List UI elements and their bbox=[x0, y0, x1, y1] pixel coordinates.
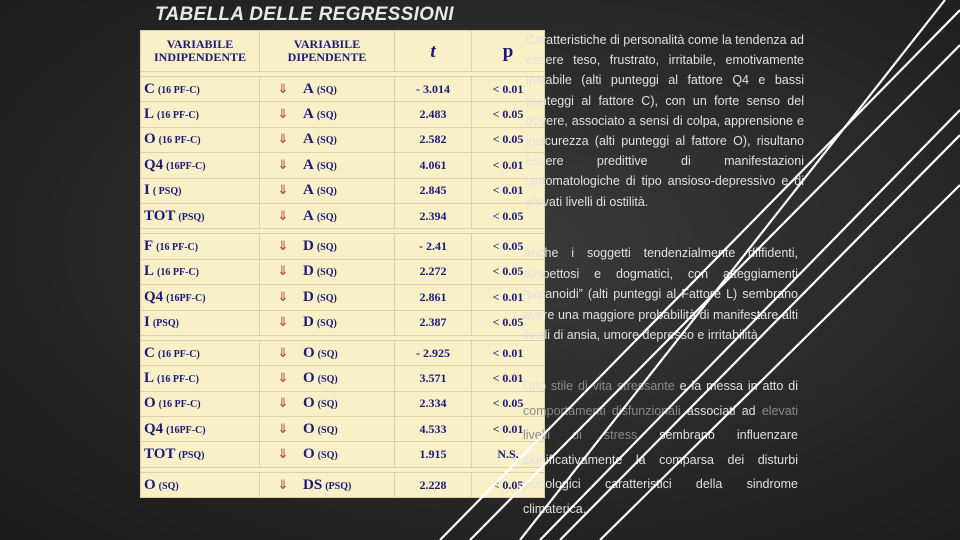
independent-variable-cell bbox=[141, 472, 260, 497]
table-row bbox=[141, 102, 545, 127]
t-value: - 2.41 bbox=[395, 234, 472, 259]
header-independent-variable: VARIABILE INDIPENDENTE bbox=[141, 31, 260, 72]
independent-variable-source: (16PF-C) bbox=[166, 292, 206, 304]
table-row bbox=[141, 127, 545, 152]
t-value: - 2.925 bbox=[395, 340, 472, 365]
arrow-down-icon: ⇓ bbox=[277, 420, 289, 436]
t-value: 4.061 bbox=[395, 153, 472, 178]
independent-variable: L bbox=[144, 263, 155, 280]
p-value: < 0.05 bbox=[472, 102, 545, 127]
independent-variable: O bbox=[144, 395, 156, 412]
highlighted-phrase: comportamenti disfunzionali bbox=[523, 403, 681, 418]
arrow-dependent-cell bbox=[260, 285, 395, 310]
independent-variable: O bbox=[144, 131, 156, 148]
text-segment: sembrano influenzare significativamente la comparsa dei disturbi psicologici caratteristici della sindrome climaterica. bbox=[523, 428, 798, 516]
table-row bbox=[141, 442, 545, 467]
independent-variable-cell bbox=[141, 77, 260, 102]
dependent-variable-source: (SQ) bbox=[316, 318, 337, 330]
dependent-variable: A bbox=[303, 182, 314, 199]
table-row bbox=[141, 285, 545, 310]
arrow-dependent-cell bbox=[260, 417, 395, 442]
arrow-dependent-cell bbox=[260, 340, 395, 365]
p-value: < 0.05 bbox=[472, 127, 545, 152]
table-row bbox=[141, 153, 545, 178]
independent-variable-source: (16 PF-C) bbox=[157, 84, 200, 96]
arrow-dependent-cell bbox=[260, 77, 395, 102]
independent-variable: Q4 bbox=[144, 288, 164, 305]
table-row bbox=[141, 178, 545, 203]
dependent-variable-source: (SQ) bbox=[316, 110, 337, 122]
dependent-variable: A bbox=[303, 80, 314, 97]
highlighted-phrase: elevati livelli di stress bbox=[523, 403, 798, 442]
independent-variable: TOT bbox=[144, 446, 176, 463]
dependent-variable: D bbox=[303, 238, 314, 255]
dependent-variable: A bbox=[303, 131, 314, 148]
independent-variable-cell bbox=[141, 442, 260, 467]
independent-variable-source: (PSQ) bbox=[178, 450, 205, 462]
p-value: < 0.05 bbox=[472, 391, 545, 416]
p-value: < 0.05 bbox=[472, 259, 545, 284]
arrow-down-icon: ⇓ bbox=[277, 446, 289, 462]
t-value: 2.228 bbox=[395, 472, 472, 497]
independent-variable: C bbox=[144, 344, 155, 361]
t-value: 2.861 bbox=[395, 285, 472, 310]
arrow-down-icon: ⇓ bbox=[277, 314, 289, 330]
independent-variable-cell bbox=[141, 259, 260, 284]
independent-variable-cell bbox=[141, 153, 260, 178]
arrow-dependent-cell bbox=[260, 127, 395, 152]
dependent-variable-source: (SQ) bbox=[316, 242, 337, 254]
independent-variable-source: (PSQ) bbox=[178, 211, 205, 223]
arrow-down-icon: ⇓ bbox=[277, 263, 289, 279]
p-value: < 0.05 bbox=[472, 234, 545, 259]
dependent-variable-source: (SQ) bbox=[317, 450, 338, 462]
arrow-down-icon: ⇓ bbox=[277, 106, 289, 122]
header-dependent-variable: VARIABILE DIPENDENTE bbox=[260, 31, 395, 72]
table-header-row bbox=[141, 31, 545, 72]
dependent-variable-source: (SQ) bbox=[316, 292, 337, 304]
arrow-dependent-cell bbox=[260, 310, 395, 335]
t-value: 2.387 bbox=[395, 310, 472, 335]
arrow-down-icon: ⇓ bbox=[277, 395, 289, 411]
t-value: 2.334 bbox=[395, 391, 472, 416]
header-t: t bbox=[395, 31, 472, 72]
arrow-down-icon: ⇓ bbox=[277, 288, 289, 304]
arrow-down-icon: ⇓ bbox=[277, 369, 289, 385]
p-value: < 0.01 bbox=[472, 366, 545, 391]
t-value: 2.845 bbox=[395, 178, 472, 203]
independent-variable: L bbox=[144, 369, 155, 386]
p-value: < 0.01 bbox=[472, 285, 545, 310]
independent-variable: I bbox=[144, 182, 150, 199]
text-segment: e la messa in atto di bbox=[674, 379, 798, 393]
dependent-variable-source: (SQ) bbox=[317, 373, 338, 385]
independent-variable: TOT bbox=[144, 207, 176, 224]
dependent-variable-source: (SQ) bbox=[317, 348, 338, 360]
text-segment: associati ad bbox=[680, 403, 762, 418]
independent-variable-cell bbox=[141, 234, 260, 259]
dependent-variable: O bbox=[303, 446, 315, 463]
table-row bbox=[141, 366, 545, 391]
table-row bbox=[141, 472, 545, 497]
independent-variable: Q4 bbox=[144, 420, 164, 437]
paragraph-paranoid: Anche i soggetti tendenzialmente diffidenti, sospettosi e dogmatici, con atteggiamenti “paranoidi” (alti punteggi al Fattore L) sembrano avere una maggiore probabilità di manifestare alti livelli di ansia, umore depresso e irritabilità. bbox=[523, 246, 798, 342]
independent-variable: L bbox=[144, 106, 155, 123]
arrow-dependent-cell bbox=[260, 153, 395, 178]
dependent-variable: DS bbox=[303, 476, 323, 493]
t-value: 2.272 bbox=[395, 259, 472, 284]
table-row bbox=[141, 203, 545, 228]
arrow-down-icon: ⇓ bbox=[277, 476, 289, 492]
p-value: < 0.05 bbox=[472, 472, 545, 497]
independent-variable-cell bbox=[141, 391, 260, 416]
independent-variable-source: ( PSQ) bbox=[152, 186, 182, 198]
table-row bbox=[141, 310, 545, 335]
independent-variable-source: (16PF-C) bbox=[166, 160, 206, 172]
independent-variable-cell bbox=[141, 366, 260, 391]
p-value: < 0.01 bbox=[472, 77, 545, 102]
arrow-down-icon: ⇓ bbox=[277, 344, 289, 360]
independent-variable-source: (16PF-C) bbox=[166, 424, 206, 436]
independent-variable: Q4 bbox=[144, 156, 164, 173]
p-value: N.S. bbox=[472, 442, 545, 467]
dependent-variable: A bbox=[303, 106, 314, 123]
independent-variable-source: (16 PF-C) bbox=[158, 399, 201, 411]
p-value: < 0.01 bbox=[472, 417, 545, 442]
p-value: < 0.01 bbox=[472, 153, 545, 178]
table-row bbox=[141, 340, 545, 365]
dependent-variable-source: (SQ) bbox=[316, 186, 337, 198]
independent-variable-cell bbox=[141, 127, 260, 152]
dependent-variable: D bbox=[303, 263, 314, 280]
table-body bbox=[141, 72, 545, 498]
arrow-dependent-cell bbox=[260, 472, 395, 497]
independent-variable-cell bbox=[141, 417, 260, 442]
independent-variable: O bbox=[144, 476, 156, 493]
t-value: 1.915 bbox=[395, 442, 472, 467]
dependent-variable: O bbox=[303, 395, 315, 412]
independent-variable-source: (16 PF-C) bbox=[156, 242, 199, 254]
independent-variable-source: (PSQ) bbox=[152, 318, 179, 330]
independent-variable-source: (SQ) bbox=[158, 480, 179, 492]
independent-variable-cell bbox=[141, 178, 260, 203]
text-segment: Uno bbox=[523, 379, 551, 393]
dependent-variable: A bbox=[303, 156, 314, 173]
arrow-down-icon: ⇓ bbox=[277, 238, 289, 254]
p-value: < 0.05 bbox=[472, 203, 545, 228]
arrow-dependent-cell bbox=[260, 366, 395, 391]
page-title: TABELLA DELLE REGRESSIONI bbox=[155, 4, 454, 25]
dependent-variable: D bbox=[303, 288, 314, 305]
t-value: - 3.014 bbox=[395, 77, 472, 102]
independent-variable-source: (16 PF-C) bbox=[158, 135, 201, 147]
arrow-dependent-cell bbox=[260, 259, 395, 284]
independent-variable-cell bbox=[141, 102, 260, 127]
t-value: 2.582 bbox=[395, 127, 472, 152]
table-row bbox=[141, 391, 545, 416]
arrow-down-icon: ⇓ bbox=[277, 182, 289, 198]
arrow-down-icon: ⇓ bbox=[277, 80, 289, 96]
highlighted-phrase: stile di vita stressante bbox=[550, 379, 675, 393]
independent-variable: F bbox=[144, 238, 154, 255]
independent-variable: C bbox=[144, 80, 155, 97]
header-p: p bbox=[472, 31, 545, 72]
arrow-dependent-cell bbox=[260, 203, 395, 228]
independent-variable-source: (16 PF-C) bbox=[157, 348, 200, 360]
paragraph-lifestyle bbox=[523, 374, 798, 521]
arrow-dependent-cell bbox=[260, 178, 395, 203]
dependent-variable: O bbox=[303, 369, 315, 386]
dependent-variable: O bbox=[303, 420, 315, 437]
independent-variable-cell bbox=[141, 310, 260, 335]
dependent-variable-source: (SQ) bbox=[316, 267, 337, 279]
arrow-down-icon: ⇓ bbox=[277, 207, 289, 223]
t-value: 4.533 bbox=[395, 417, 472, 442]
independent-variable-cell bbox=[141, 285, 260, 310]
dependent-variable-source: (SQ) bbox=[317, 399, 338, 411]
arrow-down-icon: ⇓ bbox=[277, 131, 289, 147]
dependent-variable: A bbox=[303, 207, 314, 224]
p-value: < 0.01 bbox=[472, 178, 545, 203]
dependent-variable: D bbox=[303, 314, 314, 331]
p-value: < 0.05 bbox=[472, 310, 545, 335]
table-row bbox=[141, 417, 545, 442]
arrow-dependent-cell bbox=[260, 234, 395, 259]
dependent-variable-source: (SQ) bbox=[316, 160, 337, 172]
t-value: 2.483 bbox=[395, 102, 472, 127]
independent-variable-cell bbox=[141, 203, 260, 228]
regression-table bbox=[140, 30, 545, 498]
t-value: 2.394 bbox=[395, 203, 472, 228]
dependent-variable-source: (SQ) bbox=[316, 211, 337, 223]
independent-variable-source: (16 PF-C) bbox=[157, 267, 199, 279]
independent-variable-cell bbox=[141, 340, 260, 365]
dependent-variable-source: (SQ) bbox=[316, 84, 337, 96]
p-value: < 0.01 bbox=[472, 340, 545, 365]
table-row bbox=[141, 259, 545, 284]
dependent-variable-source: (SQ) bbox=[316, 135, 337, 147]
dependent-variable-source: (PSQ) bbox=[325, 480, 352, 492]
t-value: 3.571 bbox=[395, 366, 472, 391]
arrow-down-icon: ⇓ bbox=[277, 156, 289, 172]
independent-variable-source: (16 PF-C) bbox=[157, 373, 199, 385]
dependent-variable-source: (SQ) bbox=[317, 424, 338, 436]
table-row bbox=[141, 234, 545, 259]
independent-variable: I bbox=[144, 314, 150, 331]
table-row bbox=[141, 77, 545, 102]
paragraph-personality: Caratteristiche di personalità come la tendenza ad essere teso, frustrato, irritabile, emotivamente instabile (alti punteggi al fattore Q4 e bassi punteggi al fattore C), con un forte senso del dovere, associato a sensi di colpa, apprensione e insicurezza (alti punteggi al fattore O), risultano essere predittive di manifestazioni sintomatologiche di tipo ansioso-depressivo e di elevati livelli di ostilità. bbox=[526, 33, 804, 209]
arrow-dependent-cell bbox=[260, 442, 395, 467]
arrow-dependent-cell bbox=[260, 102, 395, 127]
dependent-variable: O bbox=[303, 344, 315, 361]
independent-variable-source: (16 PF-C) bbox=[157, 110, 199, 122]
arrow-dependent-cell bbox=[260, 391, 395, 416]
